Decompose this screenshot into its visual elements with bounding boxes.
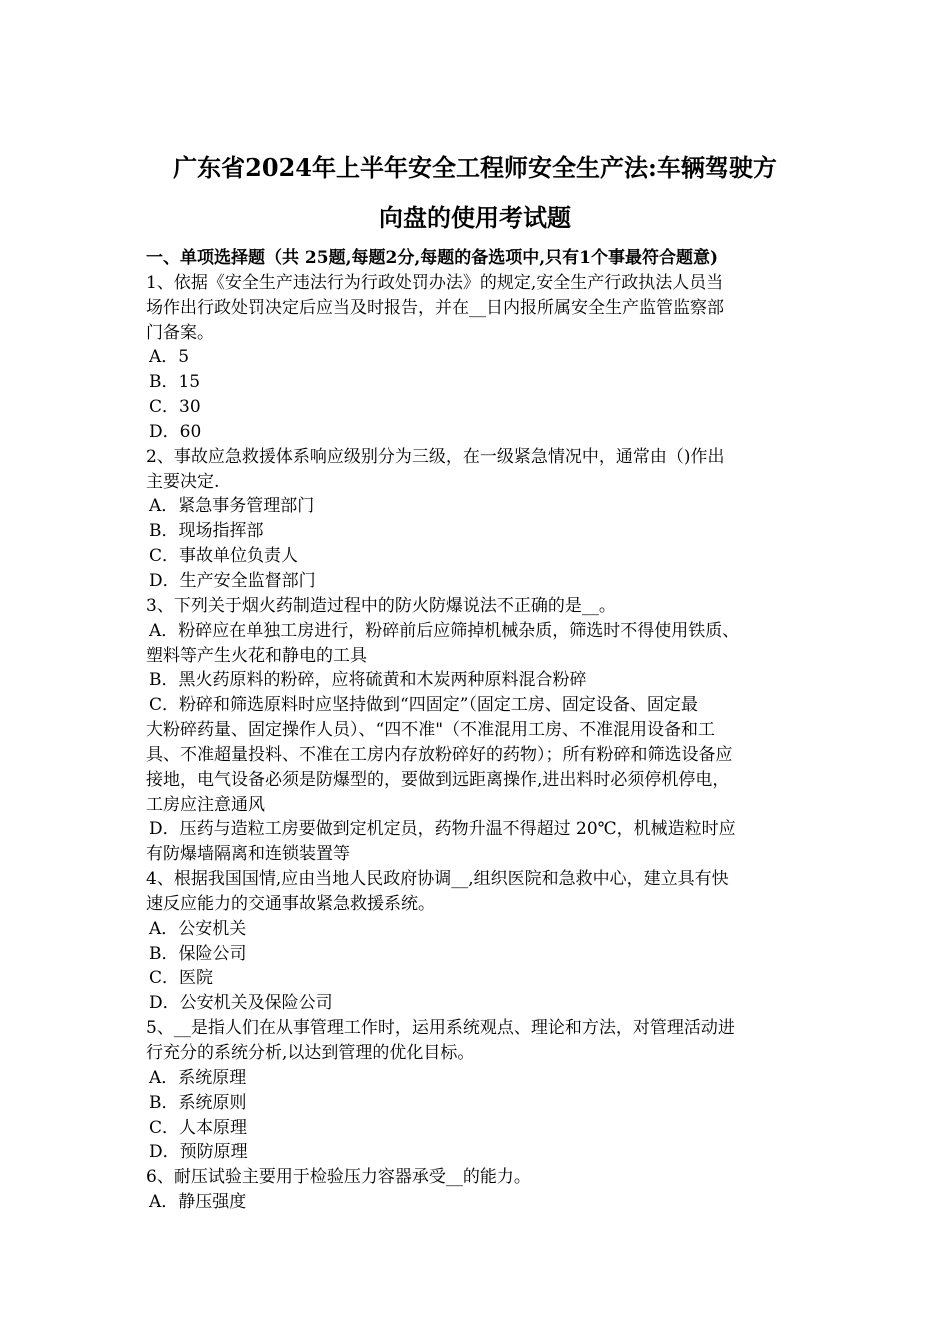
question-text-line: 4、根据我国国情,应由当地人民政府协调__,组织医院和急救中心，建立具有快 [146,869,729,890]
answer-option: A．公安机关 [149,918,247,939]
question-text-line: 门备案。 [146,322,214,343]
question-text-line: 工房应注意通风 [146,794,265,815]
answer-option: C．事故单位负责人 [149,546,299,567]
question-text-line: 塑料等产生火花和静电的工具 [146,645,367,666]
answer-option: B．现场指挥部 [149,521,264,542]
document-body [146,246,826,1215]
answer-option: D．生产安全监督部门 [149,570,316,591]
question-text-line: 场作出行政处罚决定后应当及时报告，并在__日内报所属安全生产监管监察部 [146,297,724,318]
question-text-line: 3、下列关于烟火药制造过程中的防火防爆说法不正确的是__。 [146,595,616,616]
answer-option: C．人本原理 [149,1117,248,1138]
answer-option: B．黑火药原料的粉碎，应将硫黄和木炭两种原料混合粉碎 [149,670,587,691]
answer-option: D．压药与造粒工房要做到定机定员，药物升温不得超过 20℃，机械造粒时应 [149,819,736,840]
answer-option: D．60 [149,421,202,442]
answer-option: A．粉碎应在单独工房进行，粉碎前后应筛掉机械杂质，筛选时不得使用铁质、 [149,620,740,641]
question-text-line: 具、不准超量投料、不准在工房内存放粉碎好的药物）；所有粉碎和筛选设备应 [146,744,733,765]
answer-option: D．公安机关及保险公司 [149,993,333,1014]
answer-option: B．保险公司 [149,943,247,964]
document-title-line-2: 向盘的使用考试题 [379,203,571,232]
answer-option: D．预防原理 [149,1142,248,1163]
question-text-line: 大粉碎药量、固定操作人员）、“四不准"（不准混用工房、不准混用设备和工 [146,720,716,741]
question-text-line: 主要决定. [146,471,220,492]
question-text-line: 2、事故应急救援体系响应级别分为三级，在一级紧急情况中，通常由（)作出 [146,446,725,467]
question-text-line: 1、依据《安全生产违法行为行政处罚办法》的规定,安全生产行政执法人员当 [146,272,724,293]
question-text-line: 6、耐压试验主要用于检验压力容器承受__的能力。 [146,1167,531,1188]
question-text-line: 接地，电气设备必须是防爆型的，要做到远距离操作,进出料时必须停机停电， [146,769,730,790]
answer-option: C．粉碎和筛选原料时应坚持做到“四固定”（固定工房、固定设备、固定最 [149,695,698,716]
question-text-line: 有防爆墙隔离和连锁装置等 [146,844,350,865]
answer-option: A．紧急事务管理部门 [149,496,315,517]
answer-option: A．系统原理 [149,1067,247,1088]
answer-option: C．医院 [149,968,214,989]
section-heading: 一、单项选择题（共 25题,每题2分,每题的备选项中,只有1个事最符合题意) [146,248,719,268]
answer-option: C．30 [149,397,201,418]
question-text-line: 速反应能力的交通事故紧急救援系统。 [146,893,435,914]
question-text-line: 5、__是指人们在从事管理工作时，运用系统观点、理论和方法，对管理活动进 [146,1018,735,1039]
answer-option: B．15 [149,372,201,393]
document-title-line-1: 广东省2024年上半年安全工程师安全生产法:车辆驾驶方 [173,153,777,182]
answer-option: B．系统原则 [149,1092,247,1113]
question-text-line: 行充分的系统分析,以达到管理的优化目标。 [146,1043,475,1063]
answer-option: A．5 [149,347,190,368]
answer-option: A．静压强度 [149,1192,247,1213]
